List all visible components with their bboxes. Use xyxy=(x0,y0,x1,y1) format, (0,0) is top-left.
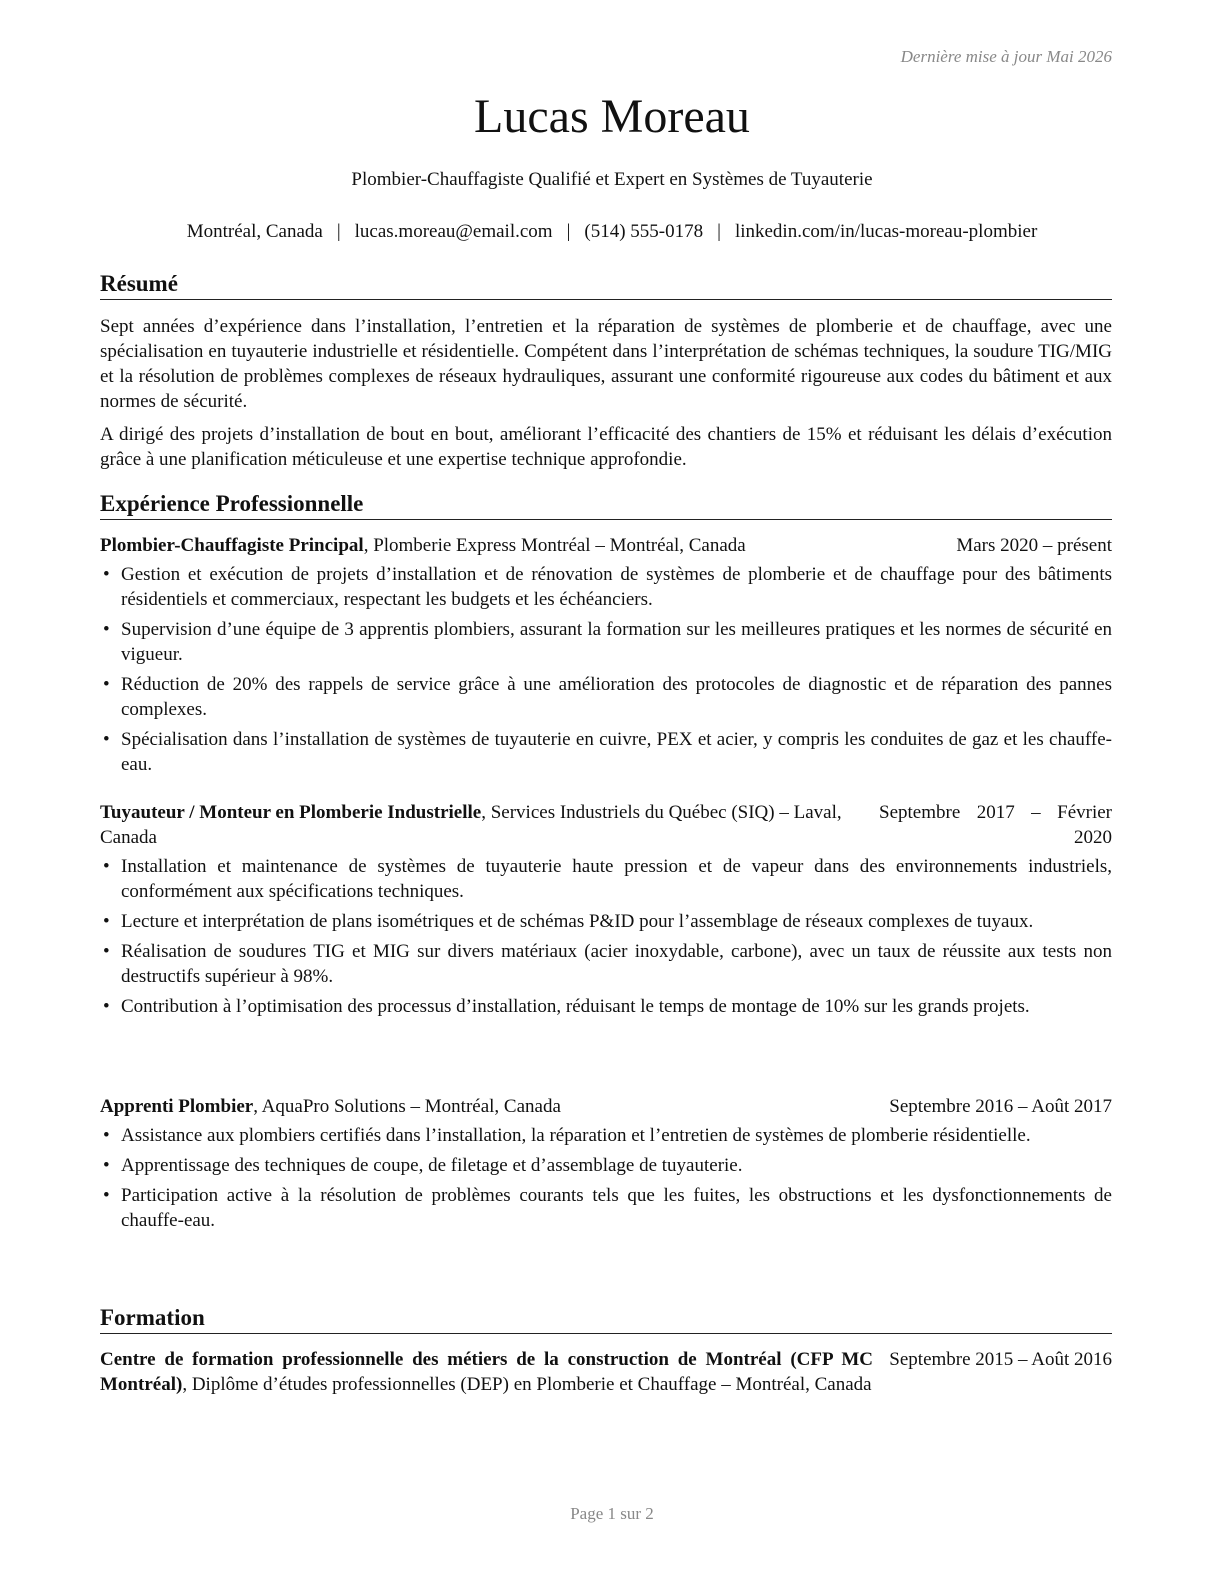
list-item: • Assistance aux plombiers certifiés dans l’installation, la réparation et l’entretien de systèmes de plomberie résidentielle. xyxy=(103,1125,1031,1146)
job-header xyxy=(100,533,1112,558)
job-company: , AquaPro Solutions – Montréal, Canada xyxy=(253,1096,561,1117)
job-headline: Plombier-Chauffagiste Qualifié et Expert en Systèmes de Tuyauterie xyxy=(351,169,873,190)
contact-separator: | xyxy=(717,221,721,242)
summary-block xyxy=(100,314,1112,472)
contact-line xyxy=(0,219,1224,244)
contact-location: Montréal, Canada xyxy=(186,221,323,242)
list-item: • Participation active à la résolution de problèmes courants tels que les fuites, les obstructions et les dysfonctionnements de chauffe-eau. xyxy=(103,1185,1112,1231)
education-line xyxy=(100,1347,879,1397)
contact-linkedin[interactable]: linkedin.com/in/lucas-moreau-plombier xyxy=(734,221,1038,242)
job-title-line xyxy=(100,800,879,850)
education-dates: Septembre 2015 – Août 2016 xyxy=(889,1349,1112,1370)
job-dates: Septembre 2017 – Février 2020 xyxy=(879,802,1112,848)
list-item: • Spécialisation dans l’installation de systèmes de tuyauterie en cuivre, PEX et acier, y compris les conduites de gaz et les chauffe-eau. xyxy=(103,729,1112,775)
section-title-summary: Résumé xyxy=(100,270,1112,300)
section-title-experience: Expérience Professionnelle xyxy=(100,490,1112,520)
job-entry xyxy=(100,1094,1112,1238)
summary-paragraph: Sept années d’expérience dans l’installation, l’entretien et la réparation de systèmes de plomberie et de chauffage, avec une spécialisation en tuyauterie industrielle et résidentielle. Compétent dans l’interprétation de schémas techniques, la soudure TIG/MIG et la résolution de problèmes complexes de réseaux hydrauliques, assurant une conformité rigoureuse aux codes du bâtiment et aux normes de sécurité. xyxy=(100,316,1112,412)
job-title-line xyxy=(100,533,956,558)
list-item: • Lecture et interprétation de plans isométriques et de schémas P&ID pour l’assemblage de réseaux complexes de tuyaux. xyxy=(103,911,1034,932)
list-item: • Contribution à l’optimisation des processus d’installation, réduisant le temps de montage de 10% sur les grands projets. xyxy=(103,996,1030,1017)
list-item: • Installation et maintenance de systèmes de tuyauterie haute pression et de vapeur dans des environnements industriels, conformément aux spécifications techniques. xyxy=(103,856,1112,902)
job-bullets xyxy=(100,562,1112,777)
education-entry xyxy=(100,1347,1112,1397)
job-title-line xyxy=(100,1094,879,1119)
list-item: • Réalisation de soudures TIG et MIG sur divers matériaux (acier inoxydable, carbone), avec un taux de réussite aux tests non destructifs supérieur à 98%. xyxy=(103,941,1112,987)
job-bullets xyxy=(100,1123,1112,1233)
job-entry xyxy=(100,533,1112,782)
section-title-education: Formation xyxy=(100,1304,1112,1334)
contact-email[interactable]: lucas.moreau@email.com xyxy=(354,221,553,242)
job-header xyxy=(100,1094,1112,1119)
job-dates: Mars 2020 – présent xyxy=(956,535,1112,556)
last-updated-note: Dernière mise à jour Mai 2026 xyxy=(900,47,1112,66)
list-item: • Apprentissage des techniques de coupe, de filetage et d’assemblage de tuyauterie. xyxy=(103,1155,743,1176)
contact-separator: | xyxy=(336,221,341,242)
contact-phone: (514) 555-0178 xyxy=(584,221,704,242)
education-header xyxy=(100,1347,1112,1397)
job-dates: Septembre 2016 – Août 2017 xyxy=(889,1096,1112,1117)
job-bullets xyxy=(100,854,1112,1019)
list-item: • Réduction de 20% des rappels de service grâce à une amélioration des protocoles de diagnostic et de réparation des pannes complexes. xyxy=(103,674,1112,720)
job-company: , Plomberie Express Montréal – Montréal, Canada xyxy=(363,535,746,556)
education-school: Centre de formation professionnelle des métiers de la construction de Montréal (CFP MC Montréal) xyxy=(100,1349,873,1395)
contact-separator: | xyxy=(566,221,571,242)
list-item: • Gestion et exécution de projets d’installation et de rénovation de systèmes de plomberie et de chauffage pour des bâtiments résidentiels et commerciaux, respectant les budgets et les échéanciers. xyxy=(103,564,1112,610)
job-company: , Services Industriels du Québec (SIQ) – Laval, Canada xyxy=(100,802,842,848)
list-item: • Supervision d’une équipe de 3 apprentis plombiers, assurant la formation sur les meilleures pratiques et les normes de sécurité en vigueur. xyxy=(103,619,1112,665)
summary-paragraph: A dirigé des projets d’installation de bout en bout, améliorant l’efficacité des chantiers de 15% et réduisant les délais d’exécution grâce à une planification méticuleuse et une expertise technique approfondie. xyxy=(100,424,1112,470)
job-header xyxy=(100,800,1112,850)
job-role: Plombier-Chauffagiste Principal xyxy=(100,535,364,556)
job-entry xyxy=(100,800,1112,1024)
page-number: Page 1 sur 2 xyxy=(570,1504,654,1523)
education-degree: , Diplôme d’études professionnelles (DEP) en Plomberie et Chauffage – Montréal, Canada xyxy=(182,1374,872,1395)
job-role: Apprenti Plombier xyxy=(100,1096,254,1117)
job-role: Tuyauteur / Monteur en Plomberie Industrielle xyxy=(100,802,482,823)
candidate-name: Lucas Moreau xyxy=(474,90,750,143)
